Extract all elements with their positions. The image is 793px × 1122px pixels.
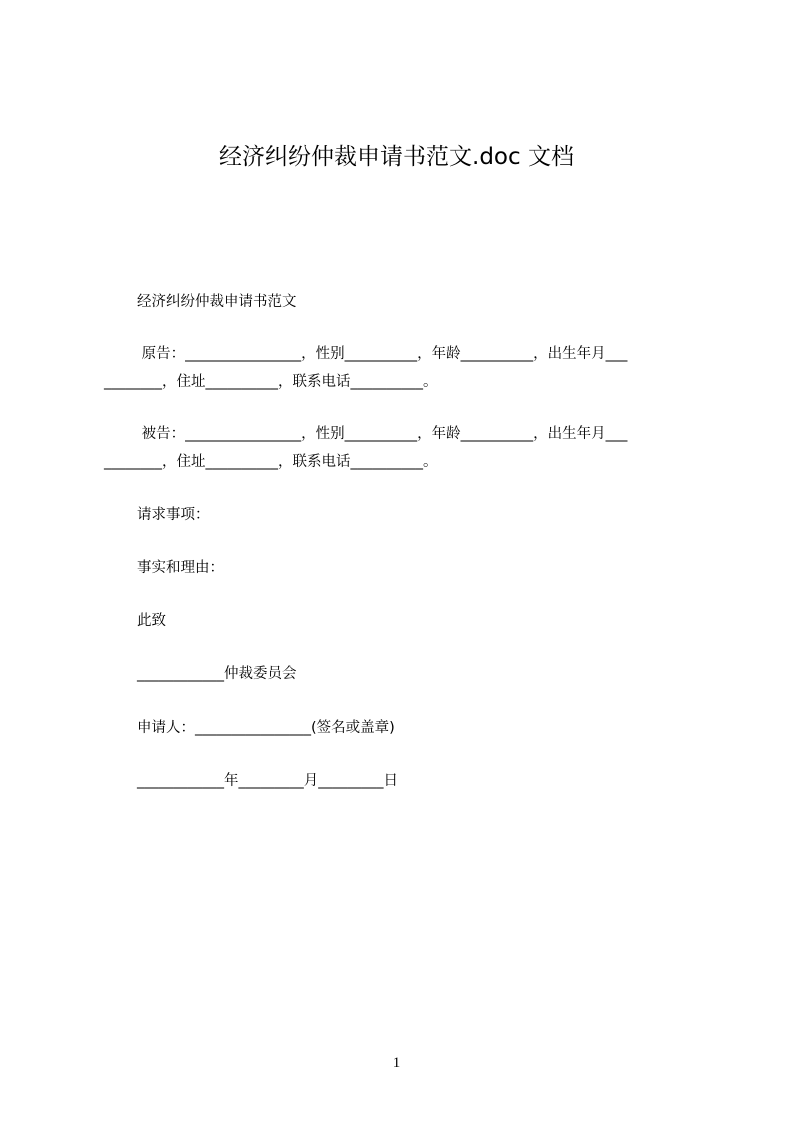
date-line: ____________年_________月_________日 xyxy=(137,773,398,789)
plaintiff-line-1: 原告：________________，性别__________，年龄__________，出生年月___ xyxy=(137,346,628,362)
facts-reasons-heading: 事实和理由： xyxy=(137,560,224,576)
defendant-line-2: ________，住址__________，联系电话__________。 xyxy=(104,454,438,470)
document-title: 经济纠纷仲裁申请书范文.doc 文档 xyxy=(219,144,574,170)
page-number: 1 xyxy=(392,1055,401,1071)
document-subtitle: 经济纠纷仲裁申请书范文 xyxy=(137,294,297,310)
arbitration-committee-line: ____________仲裁委员会 xyxy=(137,666,297,682)
applicant-signature-line: 申请人：________________(签名或盖章) xyxy=(137,720,395,736)
defendant-line-1: 被告：________________，性别__________，年龄__________，出生年月___ xyxy=(137,426,628,442)
request-items-heading: 请求事项： xyxy=(137,507,210,523)
plaintiff-line-2: ________，住址__________，联系电话__________。 xyxy=(104,374,438,390)
closing-phrase: 此致 xyxy=(137,613,166,629)
